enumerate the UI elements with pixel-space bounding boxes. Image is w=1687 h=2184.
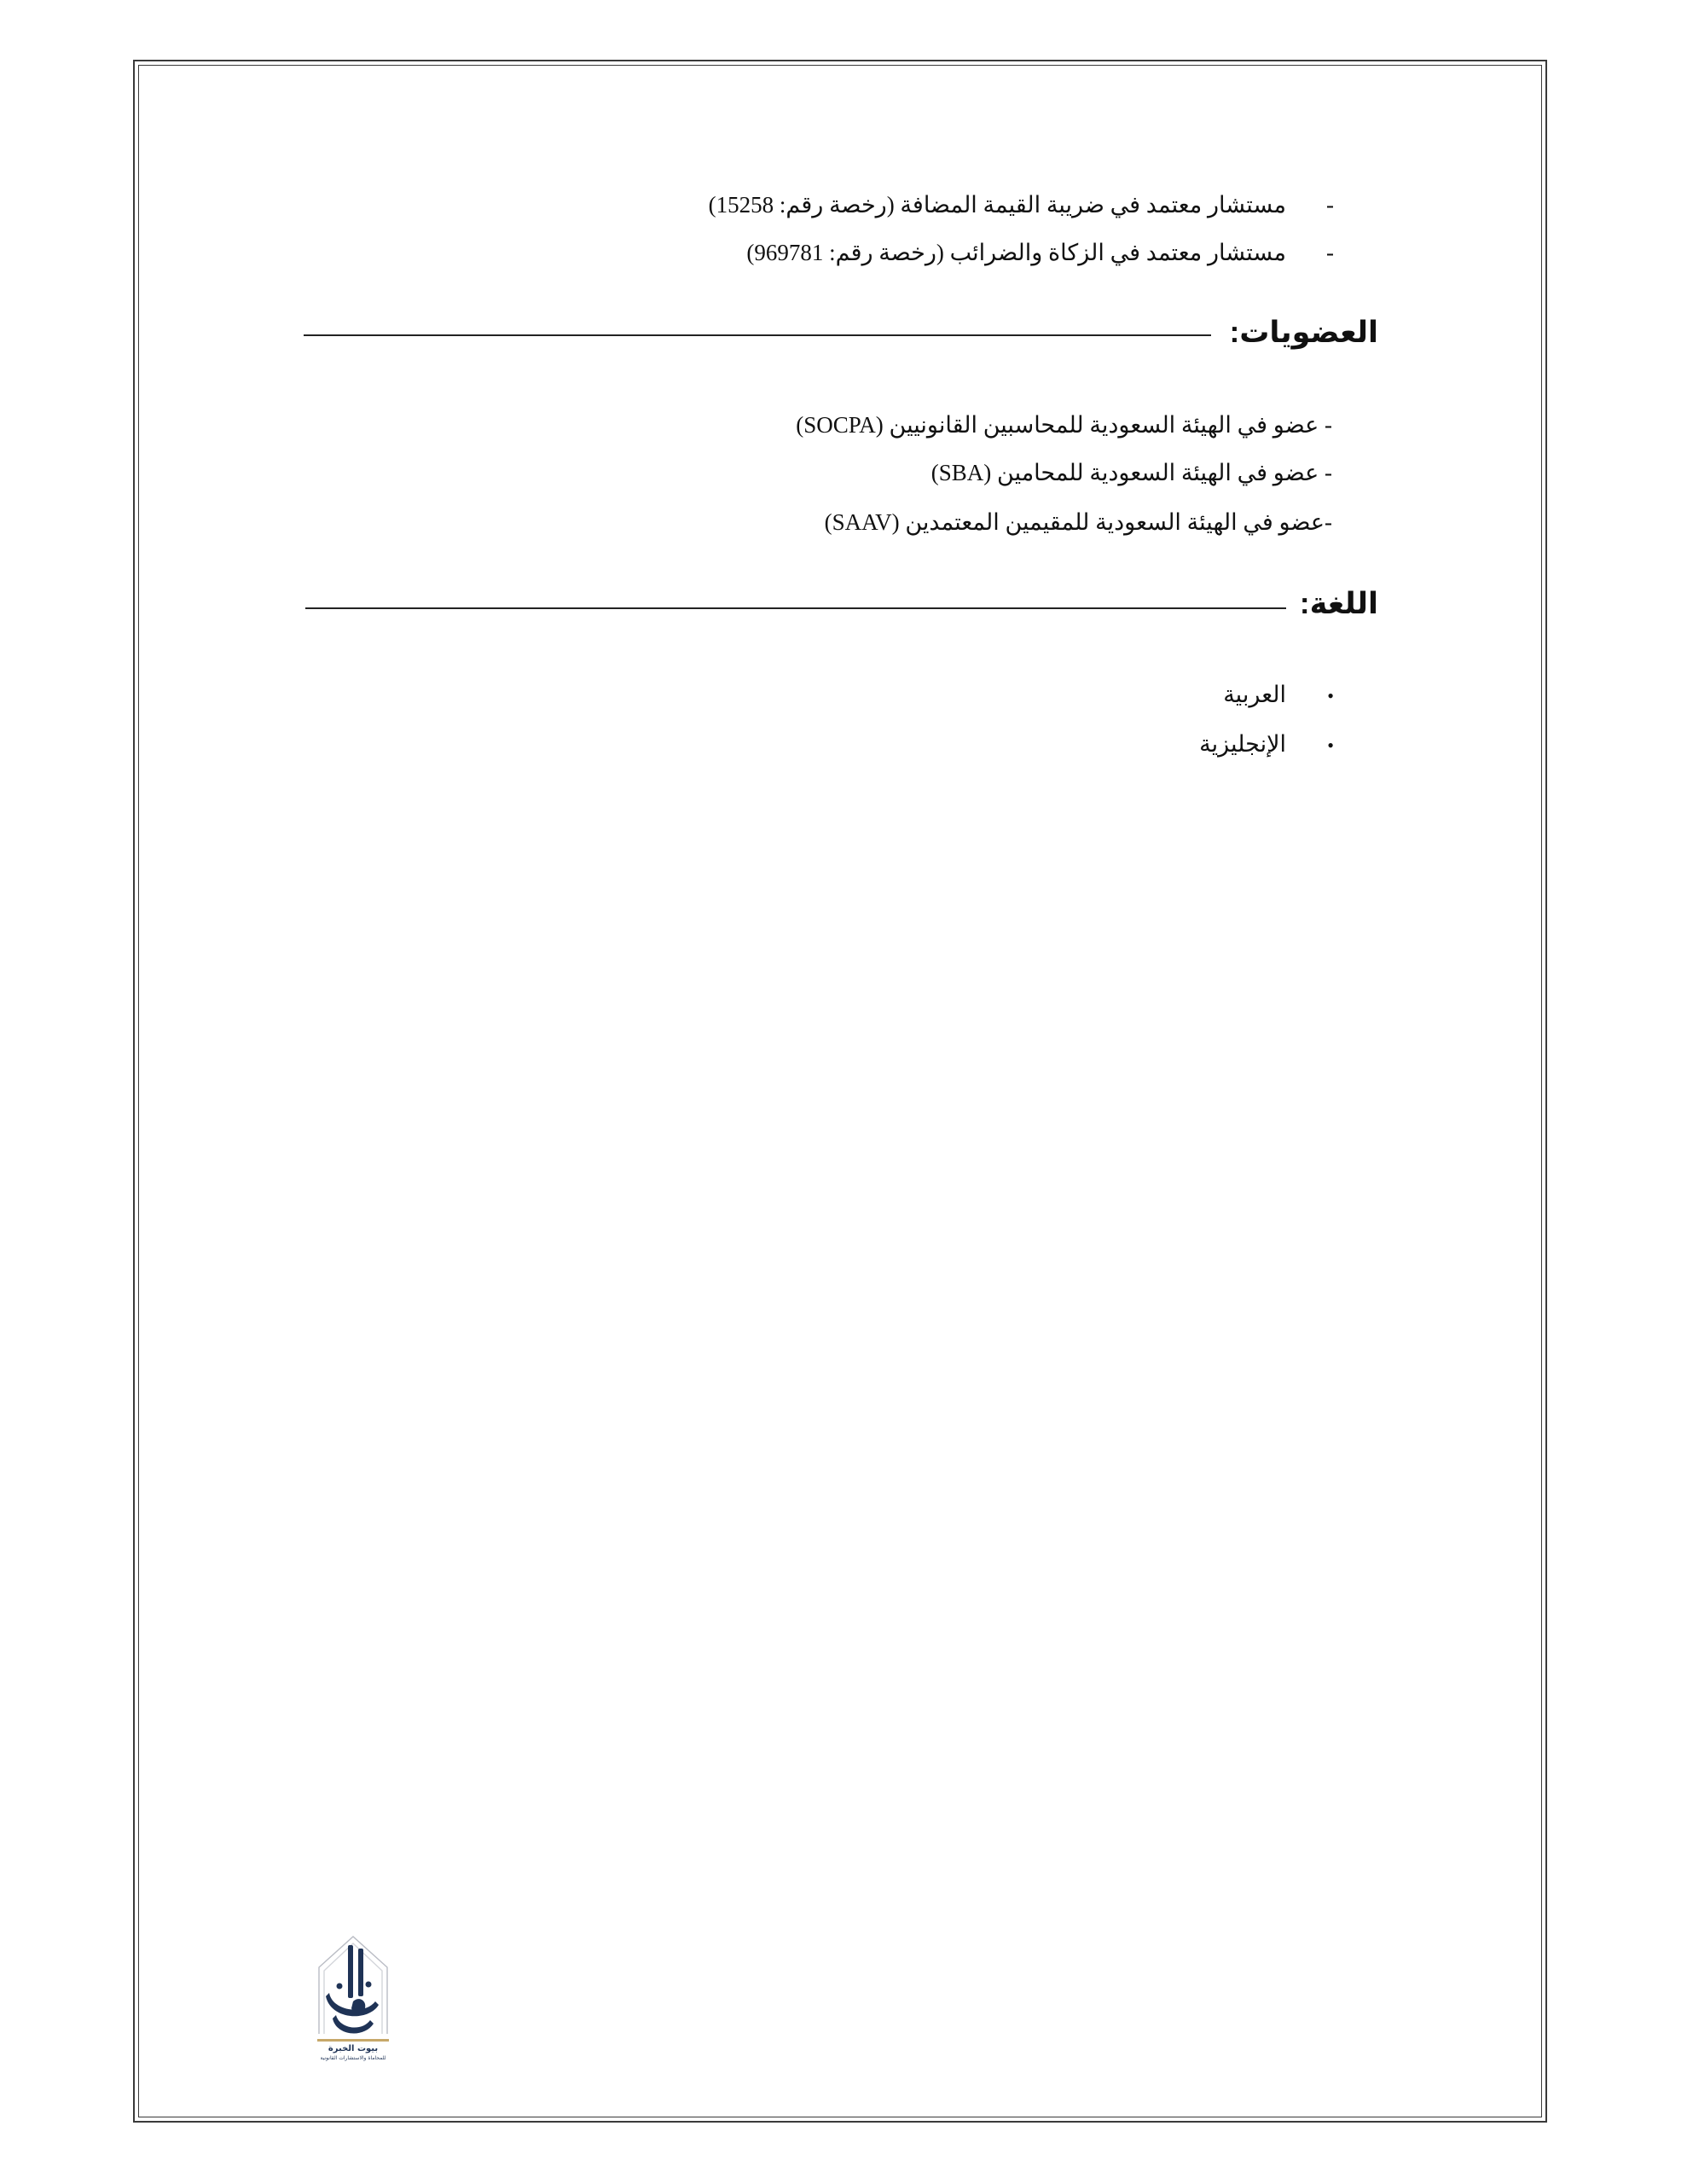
logo-name: بيوت الخبرة: [328, 2044, 379, 2053]
language-text: العربية: [1223, 682, 1286, 707]
language-heading: اللغة:: [1299, 587, 1378, 620]
membership-item: - عضو في الهيئة السعودية للمحامين (SBA): [930, 460, 1332, 485]
license-item: [709, 189, 1334, 220]
language-heading-rule: [305, 607, 1286, 609]
memberships-heading: العضويات:: [1229, 316, 1378, 349]
bullet-icon: •: [1327, 735, 1334, 756]
building-calligraphy-logo-icon: [314, 1933, 392, 2061]
company-logo: [314, 1933, 392, 2061]
list-marker: -: [1326, 192, 1334, 218]
membership-item: - عضو في الهيئة السعودية للمحاسبين القانونيين (SOCPA): [796, 412, 1332, 438]
logo-tagline: للمحاماة والاستشارات القانونية: [320, 2055, 386, 2061]
license-text: مستشار معتمد في ضريبة القيمة المضافة (رخصة رقم: 15258): [708, 192, 1286, 218]
license-text: مستشار معتمد في الزكاة والضرائب (رخصة رقم: 969781): [746, 240, 1286, 265]
license-item: [746, 237, 1334, 268]
memberships-heading-rule: [304, 334, 1211, 336]
language-item: [1199, 729, 1334, 761]
page-border-inner: [138, 65, 1542, 2117]
list-marker: -: [1326, 240, 1334, 265]
bullet-icon: •: [1327, 685, 1334, 706]
language-text: الإنجليزية: [1199, 731, 1286, 757]
language-item: [1223, 679, 1334, 712]
membership-item: -عضو في الهيئة السعودية للمقيمين المعتمدين (SAAV): [824, 509, 1332, 535]
